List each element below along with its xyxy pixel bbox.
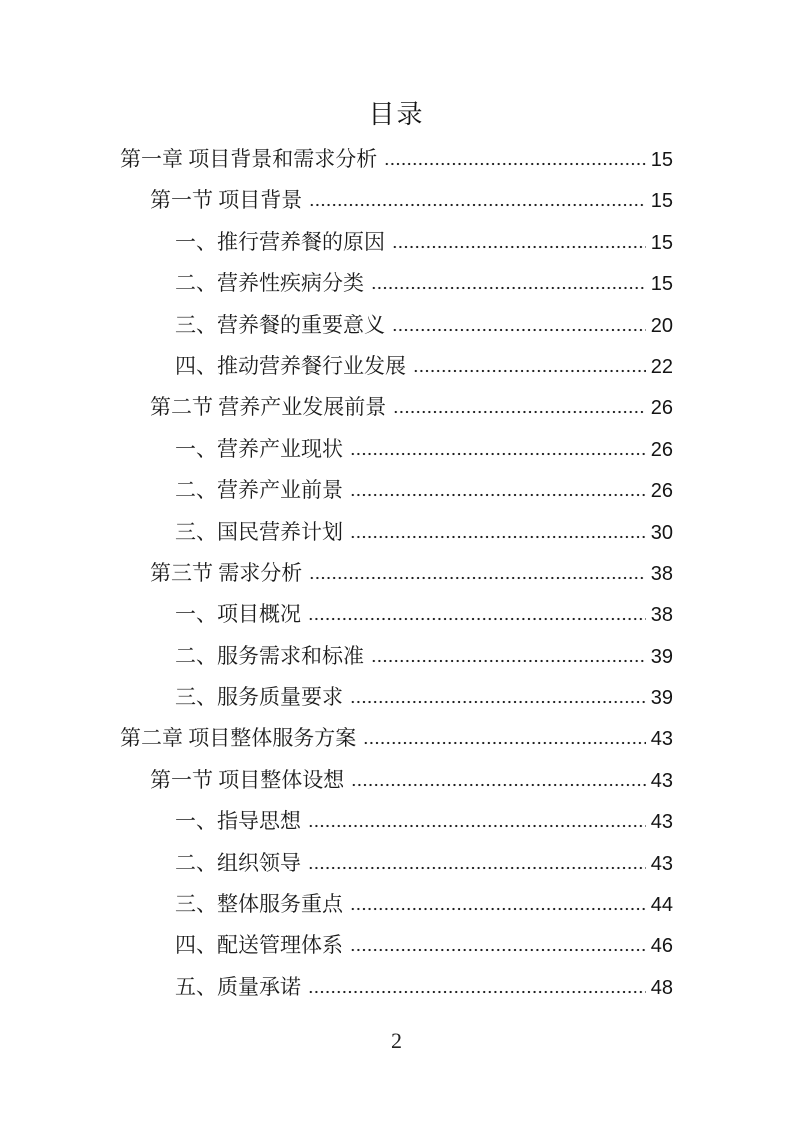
toc-entry-page: 43 bbox=[650, 769, 673, 792]
toc-entry-page: 46 bbox=[650, 935, 673, 958]
toc-entry-page: 30 bbox=[650, 521, 673, 544]
dot-leader bbox=[393, 410, 646, 414]
footer-page-number: 2 bbox=[391, 1028, 402, 1053]
dot-leader bbox=[309, 576, 646, 580]
toc-entry bbox=[120, 305, 673, 346]
dot-leader bbox=[371, 286, 646, 290]
toc-entry-page: 20 bbox=[650, 314, 673, 337]
toc-entry-label: 四、配送管理体系 bbox=[175, 933, 343, 958]
toc-entry-page: 43 bbox=[650, 728, 673, 751]
toc-entry bbox=[120, 760, 673, 801]
toc-entry-page: 39 bbox=[650, 687, 673, 710]
toc-entry bbox=[120, 884, 673, 925]
toc-entry-page: 15 bbox=[650, 149, 673, 171]
dot-leader bbox=[308, 990, 646, 994]
toc-entry bbox=[120, 967, 673, 1008]
toc-entry-page: 48 bbox=[650, 976, 673, 999]
dot-leader bbox=[350, 700, 646, 704]
toc-entry bbox=[120, 843, 673, 884]
toc-entry-label: 第一节 项目整体设想 bbox=[150, 767, 345, 792]
toc-list bbox=[120, 139, 673, 1008]
toc-entry bbox=[120, 718, 673, 759]
toc-entry-label: 第二章 项目整体服务方案 bbox=[120, 726, 357, 751]
toc-entry bbox=[120, 801, 673, 842]
toc-entry-label: 第三节 需求分析 bbox=[150, 560, 303, 585]
toc-entry-page: 44 bbox=[650, 894, 673, 917]
dot-leader bbox=[350, 493, 646, 497]
dot-leader bbox=[413, 369, 646, 373]
toc-entry-page: 26 bbox=[650, 397, 673, 420]
toc-entry-page: 15 bbox=[650, 190, 673, 213]
toc-entry-label: 三、国民营养计划 bbox=[175, 519, 343, 544]
dot-leader bbox=[350, 535, 646, 539]
dot-leader bbox=[350, 948, 646, 952]
toc-entry-label: 二、服务需求和标准 bbox=[175, 643, 364, 668]
dot-leader bbox=[384, 162, 646, 166]
toc-entry-label: 三、营养餐的重要意义 bbox=[175, 312, 385, 337]
toc-entry bbox=[120, 594, 673, 635]
toc-entry-page: 39 bbox=[650, 645, 673, 668]
toc-entry-page: 43 bbox=[650, 852, 673, 875]
toc-entry-page: 26 bbox=[650, 480, 673, 503]
toc-entry bbox=[120, 429, 673, 470]
page-title: 目录 bbox=[368, 100, 425, 129]
dot-leader bbox=[392, 328, 646, 332]
dot-leader bbox=[350, 907, 646, 911]
toc-entry-label: 第一节 项目背景 bbox=[150, 188, 303, 213]
dot-leader bbox=[308, 866, 646, 870]
toc-entry-page: 15 bbox=[650, 231, 673, 254]
toc-entry-label: 二、组织领导 bbox=[175, 850, 301, 875]
toc-entry-label: 三、服务质量要求 bbox=[175, 685, 343, 710]
dot-leader bbox=[308, 617, 646, 621]
toc-entry-label: 三、整体服务重点 bbox=[175, 892, 343, 917]
toc-entry-page: 38 bbox=[650, 604, 673, 627]
toc-entry-label: 第二节 营养产业发展前景 bbox=[150, 395, 387, 420]
toc-entry-page: 15 bbox=[650, 273, 673, 296]
dot-leader bbox=[308, 824, 646, 828]
toc-entry bbox=[120, 553, 673, 594]
toc-entry-label: 一、营养产业现状 bbox=[175, 436, 343, 461]
toc-entry-label: 一、推行营养餐的原因 bbox=[175, 229, 385, 254]
toc-entry bbox=[120, 925, 673, 966]
toc-entry bbox=[120, 512, 673, 553]
toc-entry-page: 43 bbox=[650, 811, 673, 834]
toc-entry bbox=[120, 139, 673, 180]
dot-leader bbox=[363, 741, 646, 745]
toc-entry bbox=[120, 387, 673, 428]
toc-entry-label: 一、项目概况 bbox=[175, 602, 301, 627]
toc-entry-page: 26 bbox=[650, 438, 673, 461]
toc-entry-label: 一、指导思想 bbox=[175, 809, 301, 834]
toc-entry bbox=[120, 222, 673, 263]
toc-entry-page: 22 bbox=[650, 355, 673, 378]
toc-entry bbox=[120, 180, 673, 221]
toc-entry-label: 四、推动营养餐行业发展 bbox=[175, 353, 406, 378]
toc-entry bbox=[120, 636, 673, 677]
dot-leader bbox=[392, 245, 646, 249]
toc-entry bbox=[120, 677, 673, 718]
toc-entry-label: 二、营养产业前景 bbox=[175, 478, 343, 503]
toc-entry bbox=[120, 470, 673, 511]
toc-entry-label: 二、营养性疾病分类 bbox=[175, 271, 364, 296]
toc-entry-page: 38 bbox=[650, 562, 673, 585]
toc-entry-label: 第一章 项目背景和需求分析 bbox=[120, 147, 378, 171]
dot-leader bbox=[350, 452, 646, 456]
dot-leader bbox=[351, 783, 646, 787]
toc-entry bbox=[120, 346, 673, 387]
toc-entry bbox=[120, 263, 673, 304]
dot-leader bbox=[309, 203, 646, 207]
dot-leader bbox=[371, 659, 646, 663]
toc-entry-label: 五、质量承诺 bbox=[175, 974, 301, 999]
